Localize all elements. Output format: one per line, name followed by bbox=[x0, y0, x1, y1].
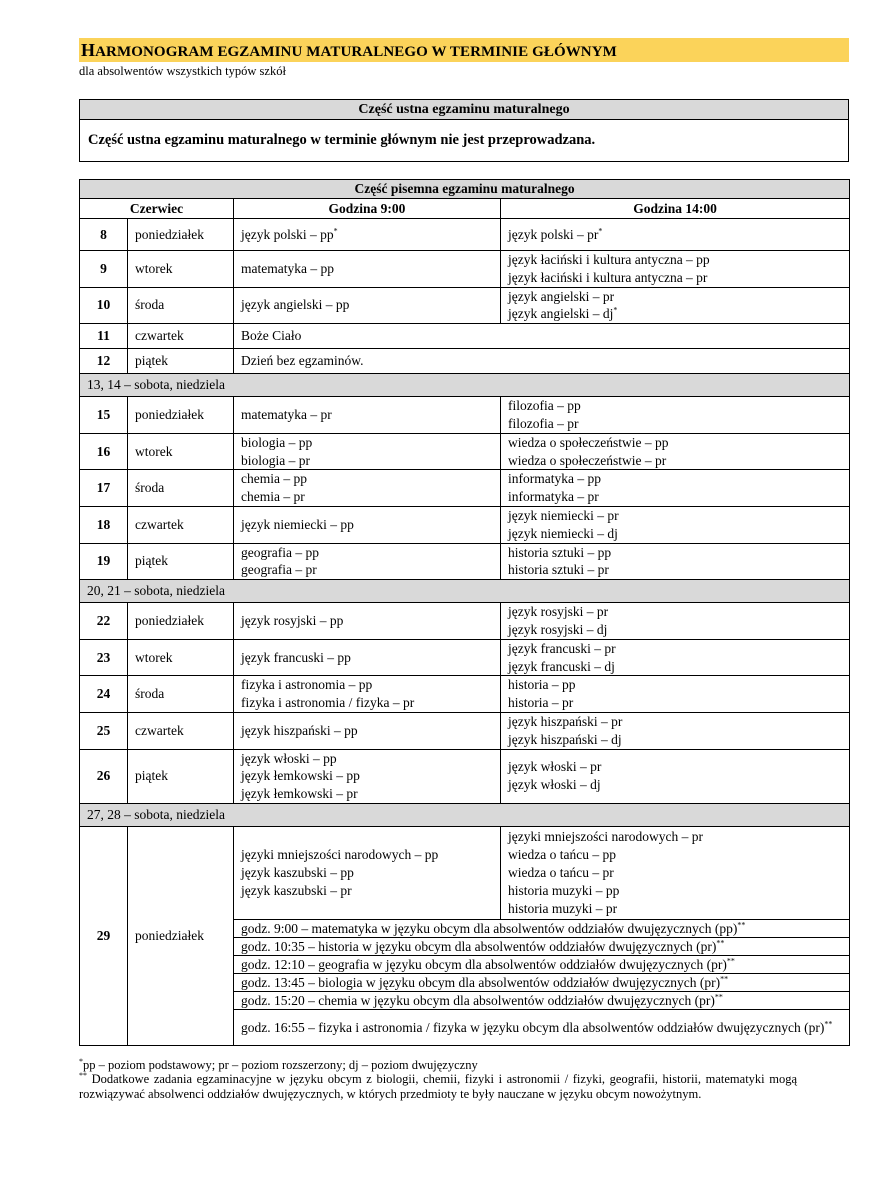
exam-entry: język hiszpański – pp bbox=[241, 722, 358, 738]
bilingual-exam bbox=[234, 955, 850, 973]
bilingual-exam bbox=[234, 937, 850, 955]
footnote-2 bbox=[79, 1072, 797, 1101]
day-number: 24 bbox=[80, 676, 128, 713]
exam-day-row bbox=[80, 433, 850, 470]
day-note: Dzień bez egzaminów. bbox=[234, 349, 850, 374]
bilingual-exam bbox=[234, 1009, 850, 1045]
afternoon-exams bbox=[501, 676, 850, 713]
exam-entry: język hiszpański – dj bbox=[508, 731, 622, 747]
weekday: czwartek bbox=[128, 324, 234, 349]
morning-exams bbox=[234, 287, 501, 324]
morning-exams bbox=[234, 603, 501, 640]
exam-entry: język angielski – pr bbox=[508, 288, 615, 304]
weekday: środa bbox=[128, 287, 234, 324]
exam-entry: informatyka – pr bbox=[508, 489, 599, 505]
weekday: środa bbox=[128, 676, 234, 713]
exam-day-row bbox=[80, 712, 850, 749]
exam-entry: język włoski – dj bbox=[508, 777, 601, 793]
exam-entry: język rosyjski – pp bbox=[241, 613, 344, 629]
exam-entry: język łemkowski – pr bbox=[241, 786, 358, 802]
day-number: 12 bbox=[80, 349, 128, 374]
exam-entry: wiedza o tańcu – pp bbox=[508, 847, 616, 863]
exam-entry: geografia – pr bbox=[241, 562, 317, 578]
oral-exam-text: Część ustna egzaminu maturalnego w terminie głównym nie jest przeprowadzana. bbox=[88, 132, 596, 148]
exam-entry: język niemiecki – pp bbox=[241, 516, 354, 532]
afternoon-exams bbox=[501, 433, 850, 470]
day-number: 9 bbox=[80, 251, 128, 288]
footnote-1-mark: * bbox=[79, 1056, 83, 1066]
footnote-1 bbox=[79, 1058, 797, 1073]
exam-entry: język polski – pp bbox=[241, 226, 334, 242]
bilingual-exam-text: godz. 16:55 – fizyka i astronomia / fizyka w języku obcym dla absolwentów oddziałów dwujęzycznych (pr) bbox=[241, 1019, 825, 1035]
day-number: 25 bbox=[80, 712, 128, 749]
morning-exams bbox=[234, 639, 501, 676]
morning-exams bbox=[234, 397, 501, 434]
morning-exams bbox=[234, 676, 501, 713]
exam-day-row bbox=[80, 603, 850, 640]
exam-entry: wiedza o społeczeństwie – pp bbox=[508, 434, 669, 450]
afternoon-exams bbox=[501, 639, 850, 676]
exam-day-row bbox=[80, 251, 850, 288]
morning-exams bbox=[234, 506, 501, 543]
exam-entry: język kaszubski – pr bbox=[241, 882, 352, 898]
exam-entry: historia sztuki – pp bbox=[508, 544, 612, 560]
exam-entry: język francuski – dj bbox=[508, 658, 615, 674]
footnote-mark: ** bbox=[824, 1019, 833, 1029]
footnote-mark: ** bbox=[714, 992, 723, 1002]
exam-entry: język niemiecki – dj bbox=[508, 525, 618, 541]
day-number: 15 bbox=[80, 397, 128, 434]
col-month: Czerwiec bbox=[80, 199, 234, 219]
exam-entry: język rosyjski – pr bbox=[508, 604, 609, 620]
exam-entry: wiedza o społeczeństwie – pr bbox=[508, 452, 667, 468]
weekday: poniedziałek bbox=[128, 603, 234, 640]
morning-exams bbox=[234, 433, 501, 470]
bilingual-exam-text: godz. 10:35 – historia w języku obcym dla absolwentów oddziałów dwujęzycznych (pr) bbox=[241, 938, 717, 954]
bilingual-exam bbox=[234, 973, 850, 991]
afternoon-exams bbox=[501, 712, 850, 749]
weekday: poniedziałek bbox=[128, 397, 234, 434]
exam-entry: język francuski – pr bbox=[508, 640, 616, 656]
weekday: poniedziałek bbox=[128, 826, 234, 1045]
afternoon-exams bbox=[501, 603, 850, 640]
weekday: piątek bbox=[128, 749, 234, 803]
footnote-mark: * bbox=[613, 305, 618, 315]
day-number: 8 bbox=[80, 219, 128, 251]
weekend-label: 27, 28 – sobota, niedziela bbox=[80, 803, 850, 826]
weekday: czwartek bbox=[128, 712, 234, 749]
bilingual-exam-text: godz. 15:20 – chemia w języku obcym dla absolwentów oddziałów dwujęzycznych (pr) bbox=[241, 992, 715, 1008]
exam-entry: biologia – pr bbox=[241, 452, 310, 468]
exam-day-row bbox=[80, 397, 850, 434]
day-number: 29 bbox=[80, 826, 128, 1045]
page-subtitle: dla absolwentów wszystkich typów szkół bbox=[79, 64, 286, 78]
footnote-mark: ** bbox=[720, 974, 729, 984]
weekday: piątek bbox=[128, 349, 234, 374]
exam-entry: biologia – pp bbox=[241, 434, 313, 450]
written-heading: Część pisemna egzaminu maturalnego bbox=[80, 180, 850, 199]
exam-day-row bbox=[80, 826, 850, 919]
exam-entry: wiedza o tańcu – pr bbox=[508, 865, 614, 881]
afternoon-exams bbox=[501, 543, 850, 580]
morning-exams bbox=[234, 712, 501, 749]
weekday: piątek bbox=[128, 543, 234, 580]
exam-entry: matematyka – pp bbox=[241, 260, 334, 276]
afternoon-exams bbox=[501, 470, 850, 507]
exam-entry: język angielski – pp bbox=[241, 297, 350, 313]
footnote-mark: ** bbox=[716, 938, 725, 948]
footnote-mark: ** bbox=[726, 956, 735, 966]
afternoon-exams bbox=[501, 251, 850, 288]
column-header-row bbox=[80, 199, 850, 219]
exam-entry: język łaciński i kultura antyczna – pr bbox=[508, 269, 708, 285]
morning-exams bbox=[234, 826, 501, 919]
exam-day-row bbox=[80, 219, 850, 251]
exam-entry: historia muzyki – pp bbox=[508, 882, 620, 898]
schedule-body bbox=[80, 180, 850, 1046]
morning-exams bbox=[234, 470, 501, 507]
exam-entry: geografia – pp bbox=[241, 544, 319, 560]
weekday: poniedziałek bbox=[128, 219, 234, 251]
weekday: wtorek bbox=[128, 433, 234, 470]
oral-exam-box bbox=[79, 99, 849, 162]
day-number: 26 bbox=[80, 749, 128, 803]
exam-entry: język polski – pr bbox=[508, 226, 599, 242]
footnote-2-text: Dodatkowe zadania egzaminacyjne w języku obcym z biologii, chemii, fizyki i astronomii / fizyki, geografii, historii, matematyki mogą rozwiązywać absolwenci oddziałów dwujęzycznych, w których przedmioty te były nauczane w języku obcym nowożytnym. bbox=[79, 1072, 798, 1101]
weekend-row bbox=[80, 374, 850, 397]
title-initial: H bbox=[81, 40, 96, 60]
exam-entry: matematyka – pr bbox=[241, 407, 332, 423]
exam-entry: język łemkowski – pp bbox=[241, 768, 360, 784]
footnotes bbox=[79, 1058, 797, 1102]
day-number: 19 bbox=[80, 543, 128, 580]
exam-entry: języki mniejszości narodowych – pp bbox=[241, 847, 439, 863]
exam-entry: historia muzyki – pr bbox=[508, 900, 618, 916]
exam-entry: język kaszubski – pp bbox=[241, 865, 354, 881]
exam-entry: język łaciński i kultura antyczna – pp bbox=[508, 252, 710, 267]
exam-day-row bbox=[80, 639, 850, 676]
weekday: czwartek bbox=[128, 506, 234, 543]
exam-day-row bbox=[80, 324, 850, 349]
afternoon-exams bbox=[501, 506, 850, 543]
weekday: wtorek bbox=[128, 639, 234, 676]
weekend-label: 13, 14 – sobota, niedziela bbox=[80, 374, 850, 397]
exam-entry: informatyka – pp bbox=[508, 471, 601, 487]
day-number: 16 bbox=[80, 433, 128, 470]
afternoon-exams bbox=[501, 397, 850, 434]
exam-entry: język włoski – pp bbox=[241, 750, 337, 766]
day-number: 18 bbox=[80, 506, 128, 543]
footnote-mark: * bbox=[598, 226, 603, 236]
afternoon-exams bbox=[501, 749, 850, 803]
exam-entry: język włoski – pr bbox=[508, 759, 602, 775]
written-heading-row bbox=[80, 180, 850, 199]
exam-day-row bbox=[80, 749, 850, 803]
bilingual-exam-text: godz. 12:10 – geografia w języku obcym dla absolwentów oddziałów dwujęzycznych (pr) bbox=[241, 956, 727, 972]
day-number: 23 bbox=[80, 639, 128, 676]
day-number: 22 bbox=[80, 603, 128, 640]
exam-entry: historia – pr bbox=[508, 695, 574, 711]
weekend-row bbox=[80, 803, 850, 826]
exam-entry: chemia – pr bbox=[241, 489, 305, 505]
bilingual-exam-text: godz. 13:45 – biologia w języku obcym dla absolwentów oddziałów dwujęzycznych (pr) bbox=[241, 974, 721, 990]
exam-day-row bbox=[80, 349, 850, 374]
afternoon-exams bbox=[501, 219, 850, 251]
oral-exam-heading: Część ustna egzaminu maturalnego bbox=[80, 100, 848, 120]
footnote-mark: ** bbox=[737, 920, 746, 930]
afternoon-exams bbox=[501, 287, 850, 324]
bilingual-exam bbox=[234, 991, 850, 1009]
afternoon-exams bbox=[501, 826, 850, 919]
exam-day-row bbox=[80, 287, 850, 324]
day-note: Boże Ciało bbox=[234, 324, 850, 349]
col-afternoon: Godzina 14:00 bbox=[501, 199, 850, 219]
exam-day-row bbox=[80, 470, 850, 507]
weekend-row bbox=[80, 580, 850, 603]
footnote-mark: * bbox=[333, 226, 338, 236]
footnote-1-text: pp – poziom podstawowy; pr – poziom rozszerzony; dj – poziom dwujęzyczny bbox=[83, 1057, 478, 1072]
exam-entry: język hiszpański – pr bbox=[508, 713, 623, 729]
page bbox=[79, 38, 849, 1101]
col-morning: Godzina 9:00 bbox=[234, 199, 501, 219]
exam-entry: język niemiecki – pr bbox=[508, 507, 619, 523]
day-number: 17 bbox=[80, 470, 128, 507]
exam-entry: język rosyjski – dj bbox=[508, 621, 608, 637]
exam-entry: język francuski – pp bbox=[241, 649, 351, 665]
weekend-label: 20, 21 – sobota, niedziela bbox=[80, 580, 850, 603]
exam-entry: chemia – pp bbox=[241, 471, 307, 487]
exam-day-row bbox=[80, 543, 850, 580]
day-number: 10 bbox=[80, 287, 128, 324]
page-title bbox=[79, 38, 849, 62]
morning-exams bbox=[234, 219, 501, 251]
exam-entry: filozofia – pr bbox=[508, 415, 579, 431]
footnote-2-mark: ** bbox=[79, 1071, 87, 1081]
exam-entry: fizyka i astronomia / fizyka – pr bbox=[241, 695, 415, 711]
bilingual-exam-text: godz. 9:00 – matematyka w języku obcym dla absolwentów oddziałów dwujęzycznych (pp) bbox=[241, 920, 738, 936]
exam-entry: język angielski – dj bbox=[508, 306, 614, 322]
exam-entry: historia sztuki – pr bbox=[508, 562, 609, 578]
written-exam-table bbox=[79, 179, 850, 1046]
bilingual-exam bbox=[234, 919, 850, 937]
exam-entry: historia – pp bbox=[508, 677, 576, 693]
exam-entry: filozofia – pp bbox=[508, 398, 581, 414]
morning-exams bbox=[234, 749, 501, 803]
morning-exams bbox=[234, 251, 501, 288]
title-rest: ARMONOGRAM EGZAMINU MATURALNEGO W TERMINIE GŁÓWNYM bbox=[95, 44, 617, 60]
exam-entry: języki mniejszości narodowych – pr bbox=[508, 829, 703, 845]
exam-entry: fizyka i astronomia – pp bbox=[241, 677, 373, 693]
weekday: środa bbox=[128, 470, 234, 507]
weekday: wtorek bbox=[128, 251, 234, 288]
exam-day-row bbox=[80, 506, 850, 543]
exam-day-row bbox=[80, 676, 850, 713]
morning-exams bbox=[234, 543, 501, 580]
day-number: 11 bbox=[80, 324, 128, 349]
